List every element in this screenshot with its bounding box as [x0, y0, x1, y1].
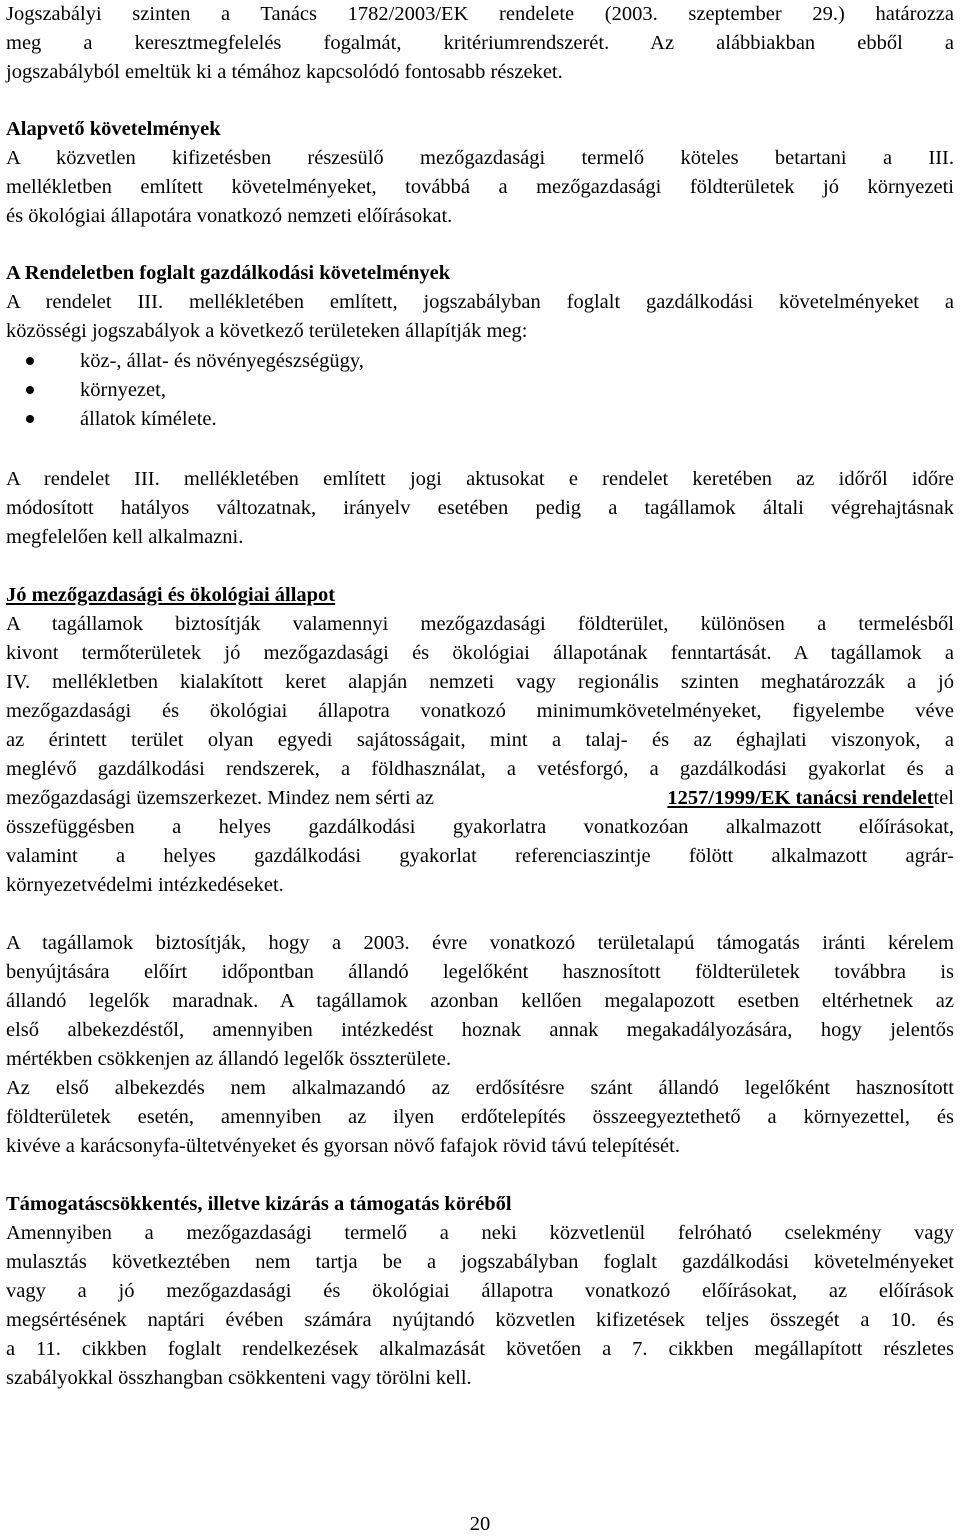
pasture-line-1: A tagállamok biztosítják, hogy a 2003. évre vonatkozó területalapú támogatás iránti kérelem: [6, 932, 954, 954]
pasture2-line-2: földterületek esetén, amennyiben az ilyen erdőtelepítés összeegyeztethető a környezettel, és: [6, 1106, 954, 1128]
intro-line-1: Jogszabályi szinten a Tanács 1782/2003/EK rendelete (2003. szeptember 29.) határozza: [6, 3, 954, 25]
page-number: 20: [469, 1513, 491, 1535]
bullet-icon: [26, 357, 34, 365]
section-heading-reduction: Támogatáscsökkentés, illetve kizárás a támogatás köréből: [6, 1193, 512, 1215]
good-line-9: valamint a helyes gazdálkodási gyakorlat referenciaszintje fölött alkalmazott agrár-: [6, 845, 954, 867]
pasture-line-5: mértékben csökkenjen az állandó legelők összterülete.: [6, 1048, 452, 1070]
reg2-line-2: módosított hatályos változatnak, irányelv esetében pedig a tagállamok általi végrehajtásnak: [6, 497, 954, 519]
basic-line-1: A közvetlen kifizetésben részesülő mezőgazdasági termelő köteles betartani a III.: [6, 147, 954, 169]
pasture2-line-1: Az első albekezdés nem alkalmazandó az erdősítésre szánt állandó legelőként hasznosított: [6, 1077, 954, 1099]
good-line-8: összefüggésben a helyes gazdálkodási gyakorlatra vonatkozóan alkalmazott előírásokat,: [6, 816, 954, 838]
basic-line-3: és ökológiai állapotára vonatkozó nemzeti előírásokat.: [6, 205, 453, 227]
bullet-icon: [26, 415, 34, 423]
reduction-line-5: a 11. cikkben foglalt rendelkezések alkalmazását követően a 7. cikkben megállapított részletes: [6, 1338, 954, 1360]
bullet-item-1: köz-, állat- és növényegészségügy,: [80, 350, 364, 372]
good-line-6: meglévő gazdálkodási rendszerek, a földhasználat, a vetésforgó, a gazdálkodási gyakorlat és a: [6, 758, 954, 780]
reg-line-2: közösségi jogszabályok a következő területeken állapítják meg:: [6, 320, 528, 342]
reg-line-1: A rendelet III. mellékletében említett, jogszabályban foglalt gazdálkodási követelményeket a: [6, 291, 954, 313]
reg2-line-3: megfelelően kell alkalmazni.: [6, 526, 244, 548]
good-line-7-right: [580, 784, 954, 813]
good-line-7-post: tel: [933, 787, 954, 809]
intro-line-2: meg a keresztmegfelelés fogalmát, kritériumrendszerét. Az alábbiakban ebből a: [6, 32, 954, 54]
reduction-line-3: vagy a jó mezőgazdasági és ökológiai állapotra vonatkozó előírásokat, az előírások: [6, 1280, 954, 1302]
good-line-7-text: [6, 784, 580, 813]
regulation-link[interactable]: 1257/1999/EK tanácsi rendelet: [667, 787, 934, 809]
bullet-item-2: környezet,: [80, 379, 166, 401]
section-heading-good-condition: Jó mezőgazdasági és ökológiai állapot: [6, 584, 336, 606]
good-line-2: kivont termőterületek jó mezőgazdasági és ökológiai állapotának fenntartását. A tagállamok a: [6, 642, 954, 664]
section-heading-basic: Alapvető követelmények: [6, 118, 221, 140]
bullet-icon: [26, 386, 34, 394]
intro-line-3: jogszabályból emeltük ki a témához kapcsolódó fontosabb részeket.: [6, 61, 563, 83]
good-line-3: IV. mellékletben kialakított keret alapján nemzeti vagy regionális szinten meghatározzák a jó: [6, 671, 954, 693]
pasture-line-3: állandó legelők maradnak. A tagállamok azonban kellően megalapozott esetben eltérhetnek az: [6, 990, 954, 1012]
reduction-line-1: Amennyiben a mezőgazdasági termelő a neki közvetlenül felróható cselekmény vagy: [6, 1222, 954, 1244]
reduction-line-4: megsértésének naptári évében számára nyújtandó közvetlen kifizetések teljes összegét a 10. és: [6, 1309, 954, 1331]
reduction-line-6: szabályokkal összhangban csökkenteni vagy törölni kell.: [6, 1367, 472, 1389]
good-line-1: A tagállamok biztosítják valamennyi mezőgazdasági földterület, különösen a termelésből: [6, 613, 954, 635]
good-line-7: [6, 784, 954, 813]
pasture2-line-3: kivéve a karácsonyfa-ültetvényeket és gyorsan növő fafajok rövid távú telepítését.: [6, 1135, 680, 1157]
section-heading-regulation: A Rendeletben foglalt gazdálkodási követelmények: [6, 262, 451, 284]
good-line-10: környezetvédelmi intézkedéseket.: [6, 874, 284, 896]
pasture-line-4: első albekezdéstől, amennyiben intézkedést hoznak annak megakadályozására, hogy jelentős: [6, 1019, 954, 1041]
pasture-line-2: benyújtására előírt időpontban állandó legelőként hasznosított földterületek továbbra is: [6, 961, 954, 983]
good-line-7-pre: mezőgazdasági üzemszerkezet. Mindez nem sérti az: [6, 787, 435, 809]
basic-line-2: mellékletben említett követelményeket, továbbá a mezőgazdasági földterületek jó környezeti: [6, 176, 954, 198]
good-line-4: mezőgazdasági és ökológiai állapotra vonatkozó minimumkövetelményeket, figyelembe véve: [6, 700, 954, 722]
reg2-line-1: A rendelet III. mellékletében említett jogi aktusokat e rendelet keretében az időről időre: [6, 468, 954, 490]
reduction-line-2: mulasztás következtében nem tartja be a jogszabályban foglalt gazdálkodási követelményeket: [6, 1251, 954, 1273]
good-line-5: az érintett terület olyan egyedi sajátosságait, mint a talaj- és az éghajlati viszonyok, a: [6, 729, 954, 751]
bullet-item-3: állatok kímélete.: [80, 408, 217, 430]
